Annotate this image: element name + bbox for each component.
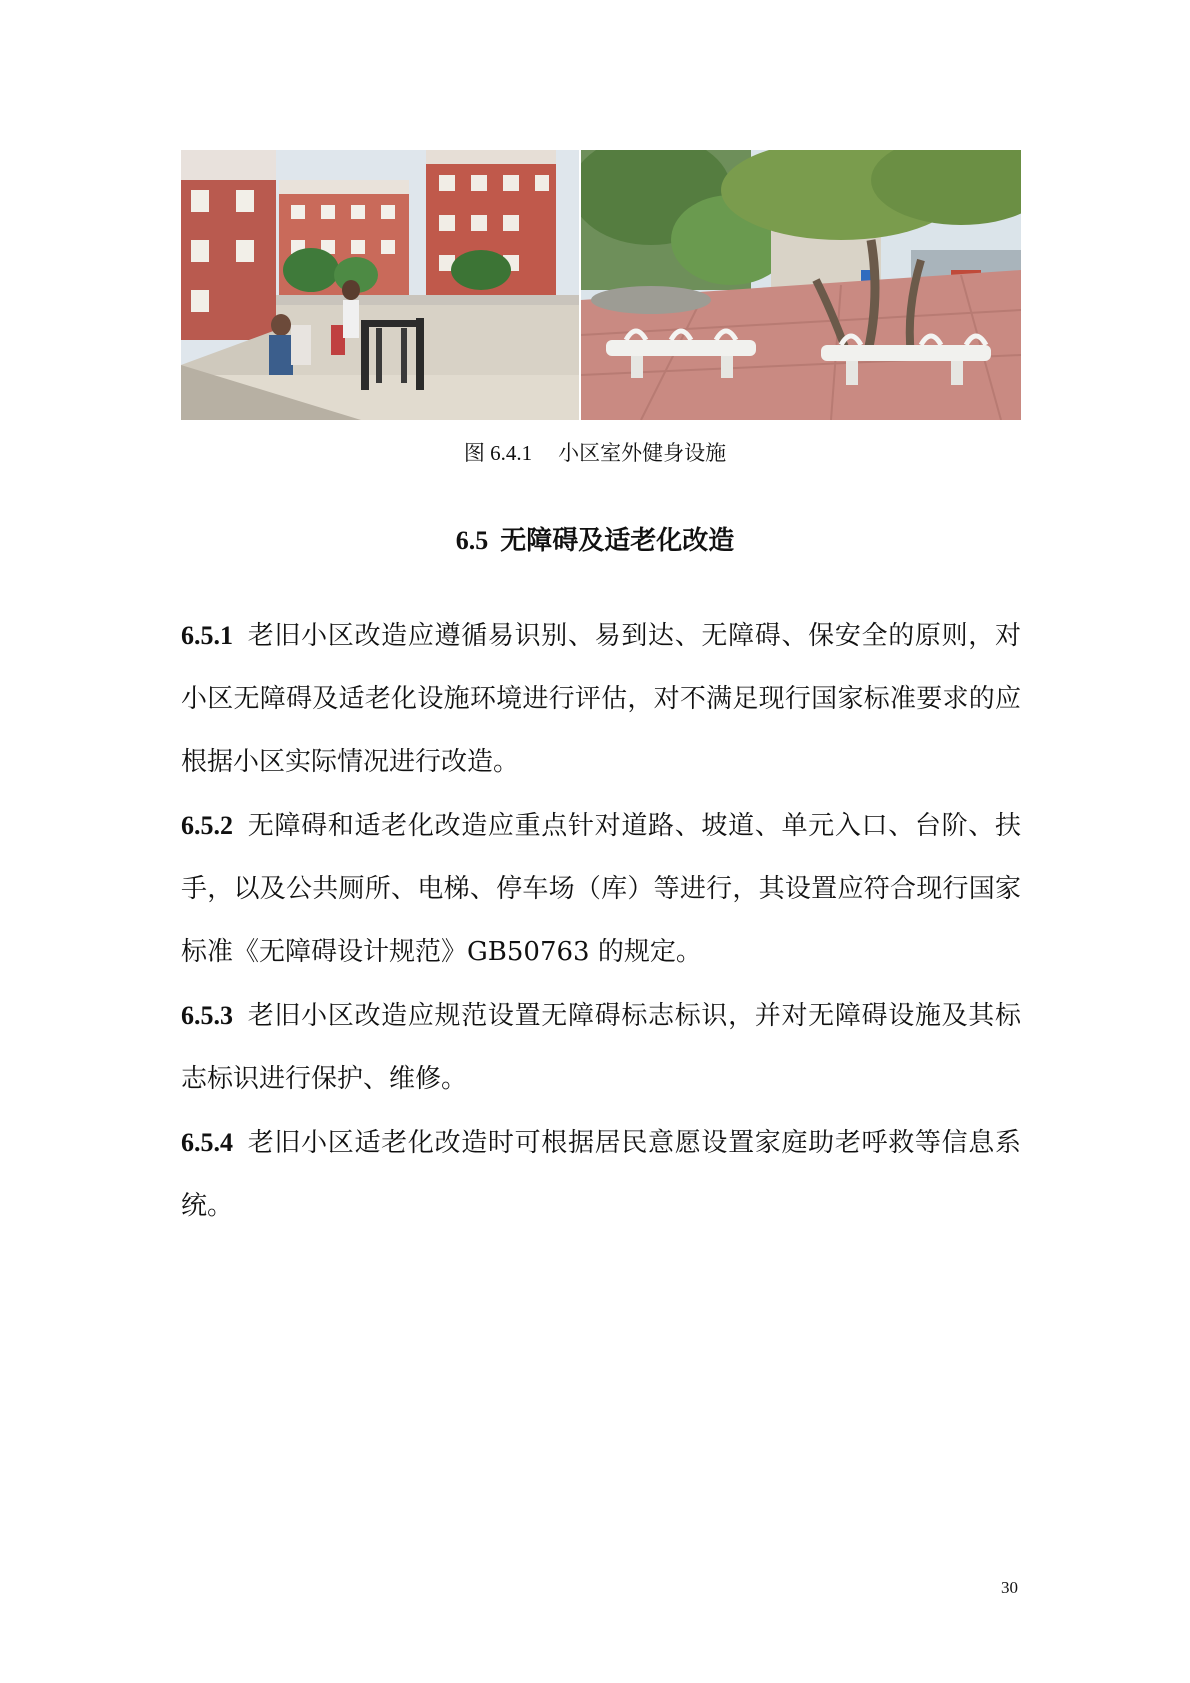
page-number: 30: [1001, 1578, 1018, 1597]
clause-text: 老旧小区适老化改造时可根据居民意愿设置家庭助老呼救等信息系统。: [181, 1128, 1021, 1221]
clause-text: 老旧小区改造应规范设置无障碍标志标识，并对无障碍设施及其标志标识进行保护、维修。: [181, 1001, 1021, 1094]
clause-number: 6.5.4: [181, 1128, 233, 1157]
clause-6-5-1: [181, 604, 1021, 794]
clause-6-5-4: [181, 1111, 1021, 1238]
clause-6-5-2: [181, 794, 1021, 984]
section-number: 6.5: [455, 526, 489, 555]
clause-number: 6.5.2: [181, 811, 233, 840]
clause-6-5-3: [181, 984, 1021, 1111]
photo-plaza-benches: [581, 150, 1021, 420]
section-title-text: 无障碍及适老化改造: [500, 526, 735, 556]
figure-caption: [0, 437, 1190, 467]
section-heading: [0, 520, 1190, 557]
clause-number: 6.5.1: [181, 621, 233, 650]
clause-number: 6.5.3: [181, 1001, 233, 1030]
clause-text: 老旧小区改造应遵循易识别、易到达、无障碍、保安全的原则，对小区无障碍及适老化设施环境进行评估，对不满足现行国家标准要求的应根据小区实际情况进行改造。: [181, 621, 1021, 777]
figure-title: 小区室外健身设施: [558, 441, 727, 465]
figure-number: 图 6.4.1: [463, 441, 533, 465]
figure-6-4-1: [181, 150, 1021, 420]
photo-fitness-equipment: [181, 150, 579, 420]
clause-text: 无障碍和适老化改造应重点针对道路、坡道、单元入口、台阶、扶手，以及公共厕所、电梯、停车场（库）等进行，其设置应符合现行国家标准《无障碍设计规范》GB50763 的规定。: [181, 811, 1021, 967]
clauses: [181, 604, 1021, 1238]
